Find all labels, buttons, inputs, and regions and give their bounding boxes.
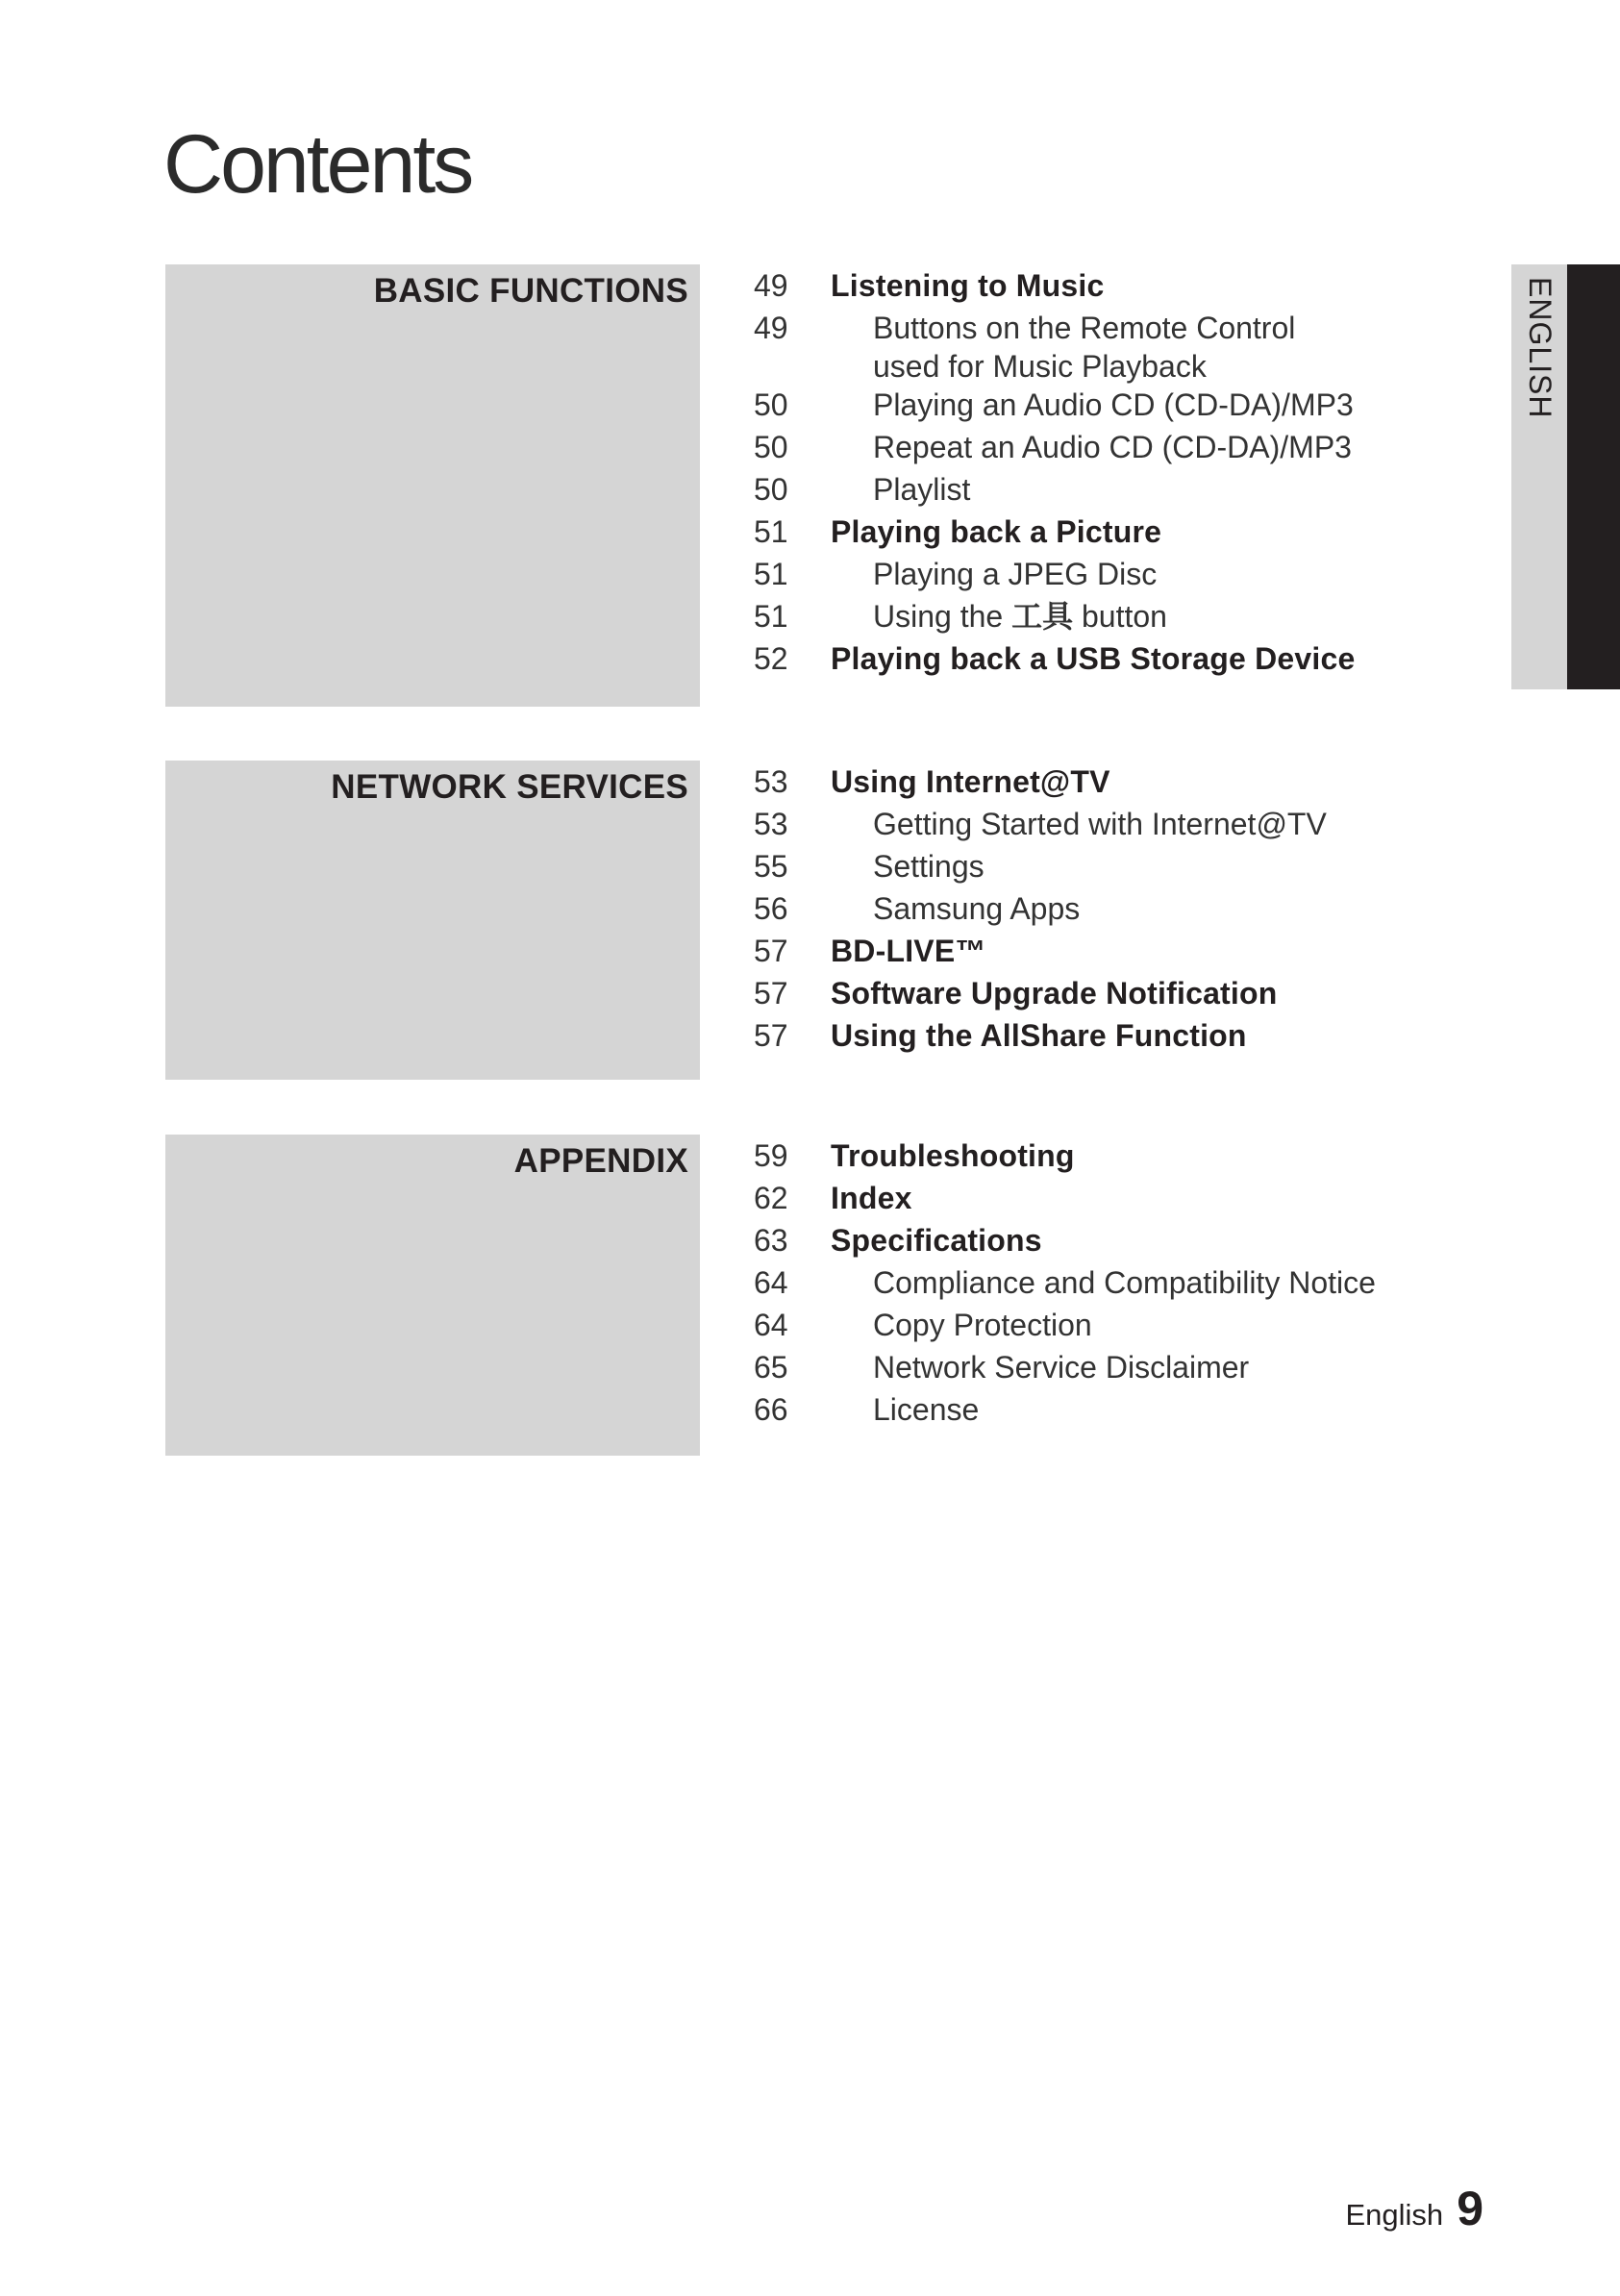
toc-page-number: 64 xyxy=(754,1308,788,1342)
toc-page-number: 64 xyxy=(754,1265,788,1300)
toc-entry[interactable] xyxy=(754,266,1427,309)
footer-page-number: 9 xyxy=(1457,2182,1483,2235)
toc-entry[interactable] xyxy=(754,1263,1427,1306)
toc-entry-text: Specifications xyxy=(831,1223,1042,1258)
toc-entry-text: Compliance and Compatibility Notice xyxy=(873,1265,1376,1300)
page-title: Contents xyxy=(163,118,472,211)
toc-entry-text: Playing an Audio CD (CD-DA)/MP3 xyxy=(873,387,1354,422)
toc-entry-text: Software Upgrade Notification xyxy=(831,976,1278,1011)
toc-entry-text-after: button xyxy=(1073,599,1167,634)
toc-entry-text: Listening to Music xyxy=(831,268,1105,303)
toc-entry[interactable] xyxy=(754,1390,1427,1433)
toc-entry[interactable] xyxy=(754,470,1427,512)
section-box xyxy=(165,761,700,1080)
section-title: BASIC FUNCTIONS xyxy=(373,272,688,310)
toc-entry-text: Getting Started with Internet@TV xyxy=(873,807,1327,841)
toc-page-number: 57 xyxy=(754,934,788,968)
toc-entry[interactable] xyxy=(754,386,1427,428)
toc-entry-text: BD-LIVE™ xyxy=(831,934,986,968)
toc-page-number: 50 xyxy=(754,472,788,507)
toc-entry-text: Playing back a Picture xyxy=(831,514,1162,549)
toc-entry[interactable] xyxy=(754,847,1427,889)
toc-entry[interactable] xyxy=(754,639,1427,682)
toc-entry-text: Playlist xyxy=(873,472,971,507)
toc-entry-text: Playing a JPEG Disc xyxy=(873,557,1158,591)
toc-entry-text: Network Service Disclaimer xyxy=(873,1350,1250,1385)
toc-page-number: 50 xyxy=(754,430,788,464)
section-title: APPENDIX xyxy=(513,1142,688,1180)
toc-entry[interactable] xyxy=(754,805,1427,847)
toc-list xyxy=(754,266,1427,682)
toc-entry-text: Index xyxy=(831,1181,912,1215)
toc-entry[interactable] xyxy=(754,309,1427,386)
toc-page-number: 49 xyxy=(754,311,788,345)
page-footer xyxy=(1346,2181,1484,2236)
toc-page-number: 59 xyxy=(754,1138,788,1173)
toc-entry[interactable] xyxy=(754,762,1427,805)
toc-entry-text: Troubleshooting xyxy=(831,1138,1075,1173)
toc-entry[interactable] xyxy=(754,512,1427,555)
toc-entry[interactable] xyxy=(754,974,1427,1016)
toc-list xyxy=(754,1136,1427,1433)
footer-language: English xyxy=(1345,2198,1444,2232)
toc-page-number: 51 xyxy=(754,514,788,549)
toc-page-number: 53 xyxy=(754,764,788,799)
toc-page-number: 51 xyxy=(754,599,788,634)
toc-entry-text: Samsung Apps xyxy=(873,891,1081,926)
toc-entry[interactable] xyxy=(754,555,1427,597)
toc-entry[interactable] xyxy=(754,1221,1427,1263)
toc-entry-text: Copy Protection xyxy=(873,1308,1092,1342)
toc-entry-text: Playing back a USB Storage Device xyxy=(831,641,1356,676)
section-box xyxy=(165,1135,700,1456)
toc-page-number: 50 xyxy=(754,387,788,422)
toc-entry-text xyxy=(754,597,1427,636)
toc-page-number: 55 xyxy=(754,849,788,884)
toc-page-number: 56 xyxy=(754,891,788,926)
toc-entry-text: License xyxy=(873,1392,980,1427)
toc-entry[interactable] xyxy=(754,428,1427,470)
section-title: NETWORK SERVICES xyxy=(331,768,688,806)
toc-page-number: 57 xyxy=(754,976,788,1011)
toc-page-number: 57 xyxy=(754,1018,788,1053)
toc-entry[interactable] xyxy=(754,1179,1427,1221)
toc-entry-text-before: Using the xyxy=(873,599,1012,634)
toc-entry-text: Using the AllShare Function xyxy=(831,1018,1247,1053)
tools-button-icon: 工具 xyxy=(1011,598,1074,635)
toc-entry[interactable] xyxy=(754,1306,1427,1348)
toc-entry-text: Repeat an Audio CD (CD-DA)/MP3 xyxy=(873,430,1352,464)
toc-page-number: 62 xyxy=(754,1181,788,1215)
toc-page-number: 65 xyxy=(754,1350,788,1385)
toc-page-number: 66 xyxy=(754,1392,788,1427)
toc-page-number: 52 xyxy=(754,641,788,676)
toc-entry-text: Using Internet@TV xyxy=(831,764,1110,799)
toc-page-number: 63 xyxy=(754,1223,788,1258)
language-tab-label: ENGLISH xyxy=(1523,277,1558,419)
toc-entry-text: Buttons on the Remote Control used for Music Playback xyxy=(873,311,1296,384)
toc-entry[interactable] xyxy=(754,932,1427,974)
toc-page-number: 53 xyxy=(754,807,788,841)
toc-entry-text: Settings xyxy=(873,849,984,884)
language-tab-marker xyxy=(1567,264,1620,689)
toc-entry[interactable] xyxy=(754,889,1427,932)
toc-entry[interactable] xyxy=(754,1136,1427,1179)
toc-entry[interactable] xyxy=(754,1348,1427,1390)
toc-entry[interactable] xyxy=(754,1016,1427,1059)
toc-page-number: 51 xyxy=(754,557,788,591)
section-box xyxy=(165,264,700,707)
toc-entry[interactable] xyxy=(754,597,1427,639)
toc-page-number: 49 xyxy=(754,268,788,303)
toc-list xyxy=(754,762,1427,1059)
